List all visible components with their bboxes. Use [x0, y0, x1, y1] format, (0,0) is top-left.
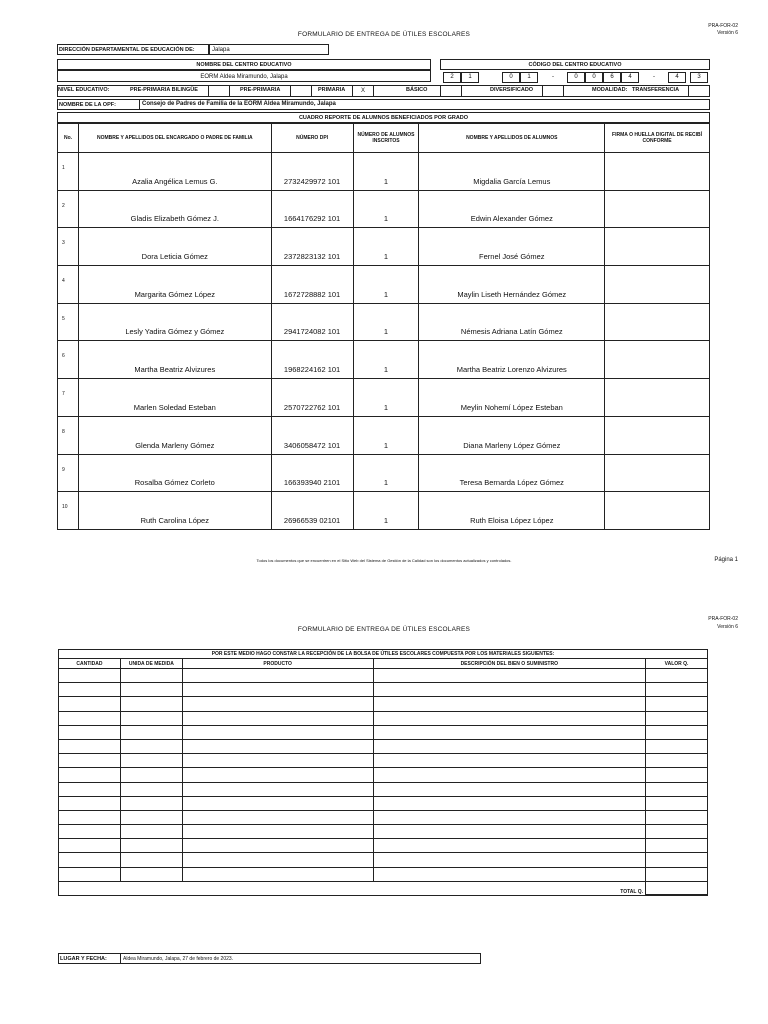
inscritos-count: 1: [353, 190, 419, 228]
table-row: [58, 228, 710, 266]
row-number: 7: [58, 379, 79, 417]
cantidad-cell[interactable]: [59, 839, 121, 853]
alumno-name: Migdalia García Lemus: [419, 153, 605, 191]
row-number: 6: [58, 341, 79, 379]
diversificado-checkbox[interactable]: [542, 85, 564, 97]
unidad-cell[interactable]: [120, 782, 182, 796]
cantidad-cell[interactable]: [59, 810, 121, 824]
valor-cell[interactable]: [646, 768, 708, 782]
unidad-cell[interactable]: [120, 683, 182, 697]
dpi-number: 2732429972 101: [271, 153, 353, 191]
cantidad-cell[interactable]: [59, 867, 121, 881]
producto-cell[interactable]: [182, 683, 373, 697]
centro-value: EORM Aldea Miramundo, Jalapa: [200, 74, 288, 80]
dpi-number: 166393940 2101: [271, 454, 353, 492]
table-row: [59, 810, 708, 824]
unidad-cell[interactable]: [120, 754, 182, 768]
basico-checkbox[interactable]: [440, 85, 462, 97]
encargado-name: Margarita Gómez López: [78, 266, 271, 304]
cantidad-cell[interactable]: [59, 697, 121, 711]
firma-cell[interactable]: [605, 416, 710, 454]
descripcion-cell[interactable]: [373, 810, 646, 824]
inscritos-count: 1: [353, 416, 419, 454]
firma-cell[interactable]: [605, 266, 710, 304]
alumno-name: Martha Beatriz Lorenzo Alvizures: [419, 341, 605, 379]
table-row: [59, 768, 708, 782]
primaria-checkbox[interactable]: [352, 85, 374, 97]
inscritos-count: 1: [353, 492, 419, 530]
table-row: [59, 725, 708, 739]
primaria-label: PRIMARIA: [318, 87, 346, 93]
table-row: [58, 416, 710, 454]
table-row: [58, 266, 710, 304]
opf-label: NOMBRE DE LA OPF:: [59, 102, 116, 108]
primaria-mark: X: [360, 88, 365, 94]
materiales-header-row: [59, 659, 708, 669]
cantidad-cell[interactable]: [59, 725, 121, 739]
form-version-2: Versión 6: [717, 624, 738, 630]
table-body: [58, 153, 710, 530]
beneficiarios-table: [57, 123, 710, 530]
producto-cell[interactable]: [182, 711, 373, 725]
codigo-digit[interactable]: 0: [585, 72, 603, 83]
alumno-name: Fernel José Gómez: [419, 228, 605, 266]
table-row: [59, 839, 708, 853]
encargado-name: Marlen Soledad Esteban: [78, 379, 271, 417]
page-number: Página 1: [714, 557, 738, 563]
producto-cell[interactable]: [182, 725, 373, 739]
opf-value: Consejo de Padres de Familia de la EORM Aldea Miramundo, Jalapa: [142, 101, 336, 107]
firma-cell[interactable]: [605, 454, 710, 492]
firma-cell[interactable]: [605, 153, 710, 191]
table-row: [58, 303, 710, 341]
preprimaria-label: PRE-PRIMARIA: [240, 87, 281, 93]
encargado-name: Azalia Angélica Lemus G.: [78, 153, 271, 191]
valor-cell[interactable]: [646, 754, 708, 768]
inscritos-count: 1: [353, 454, 419, 492]
materiales-body: [59, 669, 708, 896]
table-row: [58, 492, 710, 530]
producto-cell[interactable]: [182, 796, 373, 810]
unidad-cell[interactable]: [120, 711, 182, 725]
valor-cell[interactable]: [646, 669, 708, 683]
codigo-digit[interactable]: 0: [502, 72, 520, 83]
valor-cell[interactable]: [646, 825, 708, 839]
inscritos-count: 1: [353, 266, 419, 304]
descripcion-cell[interactable]: [373, 669, 646, 683]
unidad-cell[interactable]: [120, 867, 182, 881]
alumno-name: Maylin Liseth Hernández Gómez: [419, 266, 605, 304]
row-number: 4: [58, 266, 79, 304]
firma-cell[interactable]: [605, 379, 710, 417]
row-number: 2: [58, 190, 79, 228]
encargado-name: Glenda Marleny Gómez: [78, 416, 271, 454]
inscritos-count: 1: [353, 228, 419, 266]
materiales-table: [58, 649, 708, 896]
valor-cell[interactable]: [646, 810, 708, 824]
table-row: [59, 825, 708, 839]
table-row: [59, 683, 708, 697]
table-row: [59, 697, 708, 711]
page-title: FORMULARIO DE ENTREGA DE ÚTILES ESCOLARES: [297, 31, 471, 38]
lugar-label-cell: [58, 953, 121, 964]
descripcion-cell[interactable]: [373, 711, 646, 725]
preprimaria-checkbox[interactable]: [290, 85, 312, 97]
footer-note: Todos los documentos que se encuentren en el Sitio Web del Sistema de Gestión de la Calidad son los documentos actualizados y controlados.: [256, 558, 512, 563]
codigo-label-cell: [440, 59, 710, 70]
producto-cell[interactable]: [182, 853, 373, 867]
unidad-cell[interactable]: [120, 825, 182, 839]
dpi-number: 2941724082 101: [271, 303, 353, 341]
unidad-cell[interactable]: [120, 768, 182, 782]
descripcion-cell[interactable]: [373, 853, 646, 867]
cantidad-cell[interactable]: [59, 739, 121, 753]
dpi-number: 26966539 02101: [271, 492, 353, 530]
valor-cell[interactable]: [646, 782, 708, 796]
banner-row: [59, 650, 708, 659]
row-number: 9: [58, 454, 79, 492]
alumno-name: Edwin Alexander Gómez: [419, 190, 605, 228]
descripcion-cell[interactable]: [373, 725, 646, 739]
cantidad-cell[interactable]: [59, 782, 121, 796]
cantidad-cell[interactable]: [59, 754, 121, 768]
unidad-cell[interactable]: [120, 739, 182, 753]
modalidad-label: MODALIDAD:: [592, 87, 628, 93]
table-row: [59, 796, 708, 810]
cuadro-title-cell: [57, 112, 710, 123]
table-row: [59, 739, 708, 753]
table-row: [59, 867, 708, 881]
header-no: No.: [58, 124, 79, 153]
inscritos-count: 1: [353, 153, 419, 191]
codigo-dash: -: [653, 74, 655, 80]
encargado-name: Martha Beatriz Alvizures: [78, 341, 271, 379]
header-descripcion: DESCRIPCIÓN DEL BIEN O SUMINISTRO: [373, 659, 646, 669]
header-alumnos: NOMBRE Y APELLIDOS DE ALUMNOS: [419, 124, 605, 153]
nivel-label: NIVEL EDUCATIVO:: [58, 87, 110, 93]
codigo-digit[interactable]: 4: [668, 72, 686, 83]
row-number: 8: [58, 416, 79, 454]
diversificado-label: DIVERSIFICADO: [490, 87, 534, 93]
encargado-name: Lesly Yadira Gómez y Gómez: [78, 303, 271, 341]
unidad-cell[interactable]: [120, 697, 182, 711]
table-row: [58, 153, 710, 191]
table-row: [59, 669, 708, 683]
unidad-cell[interactable]: [120, 796, 182, 810]
lugar-field[interactable]: [120, 953, 481, 964]
producto-cell[interactable]: [182, 782, 373, 796]
page-title-2: FORMULARIO DE ENTREGA DE ÚTILES ESCOLARES: [297, 626, 471, 633]
producto-cell[interactable]: [182, 697, 373, 711]
table-row: [59, 853, 708, 867]
header-cantidad: CANTIDAD: [59, 659, 121, 669]
centro-label: NOMBRE DEL CENTRO EDUCATIVO: [196, 62, 292, 68]
producto-cell[interactable]: [182, 839, 373, 853]
row-number: 10: [58, 492, 79, 530]
table-row: [59, 782, 708, 796]
producto-cell[interactable]: [182, 867, 373, 881]
total-label: TOTAL Q.: [59, 881, 646, 895]
valor-cell[interactable]: [646, 711, 708, 725]
dpi-number: 2372823132 101: [271, 228, 353, 266]
firma-cell[interactable]: [605, 303, 710, 341]
opf-label-cell: [57, 99, 140, 110]
descripcion-cell[interactable]: [373, 839, 646, 853]
dpi-number: 1968224162 101: [271, 341, 353, 379]
valor-cell[interactable]: [646, 697, 708, 711]
descripcion-cell[interactable]: [373, 683, 646, 697]
cantidad-cell[interactable]: [59, 711, 121, 725]
table-row: [58, 454, 710, 492]
codigo-digit[interactable]: 6: [603, 72, 621, 83]
dpi-number: 3406058472 101: [271, 416, 353, 454]
inscritos-count: 1: [353, 341, 419, 379]
cuadro-title: CUADRO REPORTE DE ALUMNOS BENEFICIADOS POR GRADO: [298, 115, 469, 121]
encargado-name: Ruth Carolina López: [78, 492, 271, 530]
table-header-row: [58, 124, 710, 153]
basico-label: BÁSICO: [406, 87, 428, 93]
firma-cell[interactable]: [605, 341, 710, 379]
direccion-field[interactable]: [209, 44, 329, 55]
unidad-cell[interactable]: [120, 725, 182, 739]
encargado-name: Gladis Elizabeth Gómez J.: [78, 190, 271, 228]
descripcion-cell[interactable]: [373, 768, 646, 782]
preprimaria-bilingue-checkbox[interactable]: [208, 85, 230, 97]
header-inscritos: NÚMERO DE ALUMNOS INSCRITOS: [353, 124, 419, 153]
banner: POR ESTE MEDIO HAGO CONSTAR LA RECEPCIÓN DE LA BOLSA DE ÚTILES ESCOLARES COMPUESTA POR LOS MATERIALES SIGUIENTES:: [59, 650, 708, 659]
lugar-label: LUGAR Y FECHA:: [60, 956, 107, 962]
form-version: Versión 6: [717, 30, 738, 36]
alumno-name: Meylin Nohemí López Esteban: [419, 379, 605, 417]
cantidad-cell[interactable]: [59, 683, 121, 697]
cantidad-cell[interactable]: [59, 825, 121, 839]
dpi-number: 1672728882 101: [271, 266, 353, 304]
valor-cell[interactable]: [646, 867, 708, 881]
total-value-cell[interactable]: [646, 881, 708, 895]
direccion-value: Jalapa: [212, 47, 230, 53]
codigo-digit[interactable]: 4: [621, 72, 639, 83]
codigo-digit[interactable]: 1: [461, 72, 479, 83]
table-row: [58, 341, 710, 379]
descripcion-cell[interactable]: [373, 739, 646, 753]
valor-cell[interactable]: [646, 853, 708, 867]
descripcion-cell[interactable]: [373, 825, 646, 839]
table-row: [58, 190, 710, 228]
producto-cell[interactable]: [182, 739, 373, 753]
producto-cell[interactable]: [182, 768, 373, 782]
alumno-name: Diana Marleny López Gómez: [419, 416, 605, 454]
table-row: [58, 379, 710, 417]
firma-cell[interactable]: [605, 190, 710, 228]
codigo-dash: -: [552, 74, 554, 80]
dpi-number: 2570722762 101: [271, 379, 353, 417]
codigo-digit[interactable]: 2: [443, 72, 461, 83]
modalidad-checkbox[interactable]: [688, 85, 710, 97]
header-encargado: NOMBRE Y APELLIDOS DEL ENCARGADO O PADRE DE FAMILIA: [78, 124, 271, 153]
valor-cell[interactable]: [646, 739, 708, 753]
header-producto: PRODUCTO: [182, 659, 373, 669]
descripcion-cell[interactable]: [373, 754, 646, 768]
total-row: [59, 881, 708, 895]
valor-cell[interactable]: [646, 725, 708, 739]
valor-cell[interactable]: [646, 683, 708, 697]
row-number: 5: [58, 303, 79, 341]
modalidad-value: TRANSFERENCIA: [632, 87, 680, 93]
dpi-number: 1664176292 101: [271, 190, 353, 228]
direccion-label: DIRECCIÓN DEPARTAMENTAL DE EDUCACIÓN DE:: [59, 47, 195, 53]
row-number: 1: [58, 153, 79, 191]
inscritos-count: 1: [353, 303, 419, 341]
codigo-digit[interactable]: 3: [690, 72, 708, 83]
lugar-value: Aldea Miramundo, Jalapa, 27 de febrero de 2023.: [123, 956, 234, 962]
valor-cell[interactable]: [646, 839, 708, 853]
encargado-name: Dora Leticia Gómez: [78, 228, 271, 266]
cantidad-cell[interactable]: [59, 796, 121, 810]
header-dpi: NÚMERO DPI: [271, 124, 353, 153]
producto-cell[interactable]: [182, 825, 373, 839]
encargado-name: Rosalba Gómez Corleto: [78, 454, 271, 492]
codigo-digit[interactable]: 1: [520, 72, 538, 83]
firma-cell[interactable]: [605, 228, 710, 266]
descripcion-cell[interactable]: [373, 782, 646, 796]
preprimaria-bilingue-label: PRE-PRIMARIA BILINGÜE: [130, 87, 198, 93]
header-unidad: UNIDA DE MEDIDA: [120, 659, 182, 669]
cantidad-cell[interactable]: [59, 669, 121, 683]
form-code-2: PRA-FOR-02: [708, 616, 738, 622]
producto-cell[interactable]: [182, 754, 373, 768]
descripcion-cell[interactable]: [373, 697, 646, 711]
header-firma: FIRMA O HUELLA DIGITAL DE RECIBÍ CONFORME: [605, 124, 710, 153]
producto-cell[interactable]: [182, 810, 373, 824]
cantidad-cell[interactable]: [59, 768, 121, 782]
valor-cell[interactable]: [646, 796, 708, 810]
unidad-cell[interactable]: [120, 853, 182, 867]
descripcion-cell[interactable]: [373, 796, 646, 810]
table-row: [59, 711, 708, 725]
alumno-name: Teresa Bernarda López Gómez: [419, 454, 605, 492]
alumno-name: Ruth Eloisa López López: [419, 492, 605, 530]
codigo-digit[interactable]: 0: [567, 72, 585, 83]
header-valor: VALOR Q.: [646, 659, 708, 669]
codigo-label: CÓDIGO DEL CENTRO EDUCATIVO: [528, 62, 622, 68]
unidad-cell[interactable]: [120, 669, 182, 683]
cantidad-cell[interactable]: [59, 853, 121, 867]
row-number: 3: [58, 228, 79, 266]
form-code: PRA-FOR-02: [708, 23, 738, 29]
centro-field[interactable]: [57, 70, 431, 82]
table-row: [59, 754, 708, 768]
alumno-name: Némesis Adriana Latín Gómez: [419, 303, 605, 341]
direccion-label-cell: [57, 44, 209, 55]
producto-cell[interactable]: [182, 669, 373, 683]
centro-label-cell: [57, 59, 431, 70]
firma-cell[interactable]: [605, 492, 710, 530]
inscritos-count: 1: [353, 379, 419, 417]
unidad-cell[interactable]: [120, 839, 182, 853]
descripcion-cell[interactable]: [373, 867, 646, 881]
unidad-cell[interactable]: [120, 810, 182, 824]
